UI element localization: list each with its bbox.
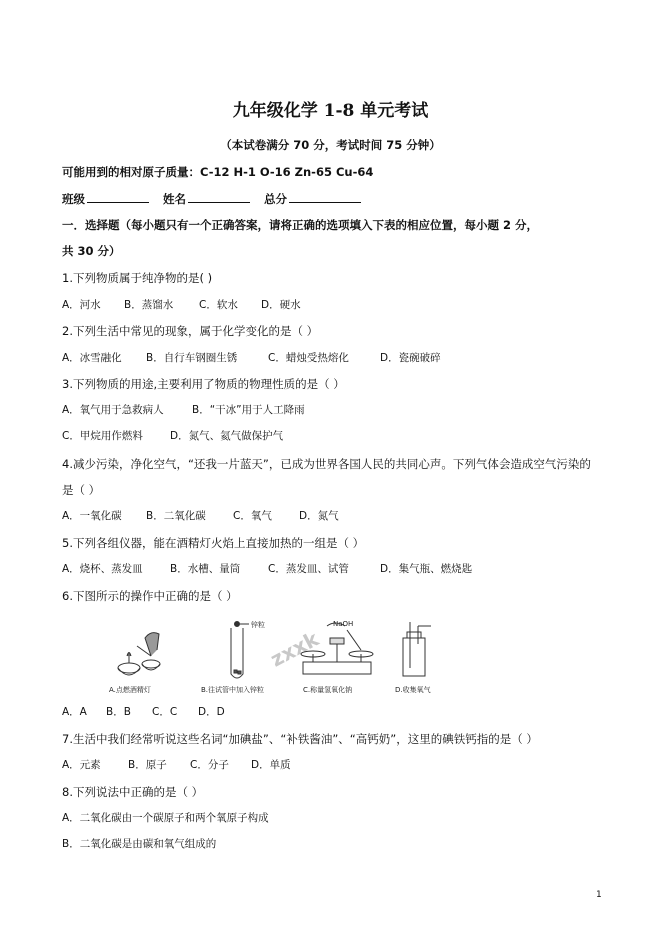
section-heading-line1: 一．选择题（每小题只有一个正确答案，请将正确的选项填入下表的相应位置，每小题 2 分， bbox=[62, 218, 539, 232]
atomic-masses: 可能用到的相对原子质量：C-12 H-1 O-16 Zn-65 Cu-64 bbox=[62, 165, 374, 179]
question-2-stem: 2.下列生活中常见的现象，属于化学变化的是（ ） bbox=[62, 324, 319, 338]
q3-option-b: B．“干冰”用于人工降雨 bbox=[192, 404, 305, 416]
page-number: 1 bbox=[596, 890, 602, 900]
question-4-stem: 4.减少污染，净化空气，“还我一片蓝天”，已成为世界各国人民的共同心声。下列气体会造成空气污染的 bbox=[62, 457, 591, 471]
q6-option-c: C．C bbox=[152, 706, 178, 718]
test-tube-icon bbox=[231, 622, 249, 679]
q7-option-b: B．原子 bbox=[128, 759, 167, 771]
q2-option-b: B．自行车钢圈生锈 bbox=[146, 352, 238, 364]
watermark-text: zxxk bbox=[266, 626, 323, 672]
question-8-stem: 8.下列说法中正确的是（ ） bbox=[62, 785, 204, 799]
name-label: 姓名 bbox=[163, 192, 187, 206]
q3-option-d: D．氮气、氦气做保护气 bbox=[170, 430, 284, 442]
q6-option-a: A．A bbox=[62, 706, 87, 718]
q4-option-c: C．氧气 bbox=[233, 510, 272, 522]
exam-subtitle: （本试卷满分 70 分，考试时间 75 分钟） bbox=[220, 138, 441, 152]
question-4-stem-cont: 是（ ） bbox=[62, 483, 101, 497]
q3-option-c: C．甲烷用作燃料 bbox=[62, 430, 143, 442]
question-6-stem: 6.下图所示的操作中正确的是（ ） bbox=[62, 589, 238, 603]
q8-option-b: B．二氧化碳是由碳和氧气组成的 bbox=[62, 838, 217, 850]
question-5-stem: 5.下列各组仪器，能在酒精灯火焰上直接加热的一组是（ ） bbox=[62, 536, 365, 550]
q3-option-a: A．氧气用于急救病人 bbox=[62, 404, 164, 416]
question-3-stem: 3.下列物质的用途,主要利用了物质的物理性质的是（ ） bbox=[62, 377, 345, 391]
total-blank[interactable] bbox=[289, 191, 361, 203]
lab-operations-figure bbox=[107, 616, 447, 698]
q2-option-d: D．瓷碗破碎 bbox=[380, 352, 441, 364]
question-7-stem: 7.生活中我们经常听说这些名词“加碘盐”、“补铁酱油”、“高钙奶”，这里的碘铁钙指的是（ ） bbox=[62, 732, 538, 746]
caption-d: D.收集氧气 bbox=[395, 686, 431, 694]
q5-option-c: C．蒸发皿、试管 bbox=[268, 563, 349, 575]
class-blank[interactable] bbox=[87, 191, 149, 203]
q7-option-c: C．分子 bbox=[190, 759, 229, 771]
q5-option-a: A．烧杯、蒸发皿 bbox=[62, 563, 143, 575]
q4-option-b: B．二氧化碳 bbox=[146, 510, 206, 522]
section-heading-line2: 共 30 分） bbox=[62, 244, 121, 258]
q1-option-d: D．硬水 bbox=[261, 299, 301, 311]
q6-option-d: D．D bbox=[198, 706, 225, 718]
q5-option-d: D．集气瓶、燃烧匙 bbox=[380, 563, 473, 575]
q8-option-a: A．二氧化碳由一个碳原子和两个氧原子构成 bbox=[62, 812, 269, 824]
q1-option-a: A．河水 bbox=[62, 299, 101, 311]
zinc-label: 锌粒 bbox=[251, 621, 265, 629]
q4-option-d: D．氮气 bbox=[299, 510, 339, 522]
exam-title: 九年级化学 1-8 单元考试 bbox=[232, 101, 429, 121]
gas-bottle-icon bbox=[403, 622, 431, 676]
caption-b: B.往试管中加入锌粒 bbox=[201, 686, 265, 694]
q1-option-b: B．蒸馏水 bbox=[124, 299, 174, 311]
caption-c: C.称量氢氧化钠 bbox=[303, 686, 353, 694]
name-blank[interactable] bbox=[188, 191, 250, 203]
question-1-stem: 1.下列物质属于纯净物的是( ) bbox=[62, 271, 213, 285]
naoh-label: NaOH bbox=[333, 620, 354, 628]
q5-option-b: B．水槽、量筒 bbox=[170, 563, 241, 575]
alcohol-lamp-icon bbox=[118, 633, 160, 675]
q7-option-d: D．单质 bbox=[251, 759, 291, 771]
caption-a: A.点燃酒精灯 bbox=[109, 686, 151, 694]
total-label: 总分 bbox=[264, 192, 288, 206]
q6-option-b: B．B bbox=[106, 706, 131, 718]
q2-option-a: A．冰雪融化 bbox=[62, 352, 122, 364]
q1-option-c: C．软水 bbox=[199, 299, 238, 311]
q4-option-a: A．一氧化碳 bbox=[62, 510, 122, 522]
q7-option-a: A．元素 bbox=[62, 759, 101, 771]
class-label: 班级 bbox=[62, 192, 85, 206]
q2-option-c: C．蜡烛受热熔化 bbox=[268, 352, 349, 364]
info-fields-row bbox=[62, 191, 371, 206]
